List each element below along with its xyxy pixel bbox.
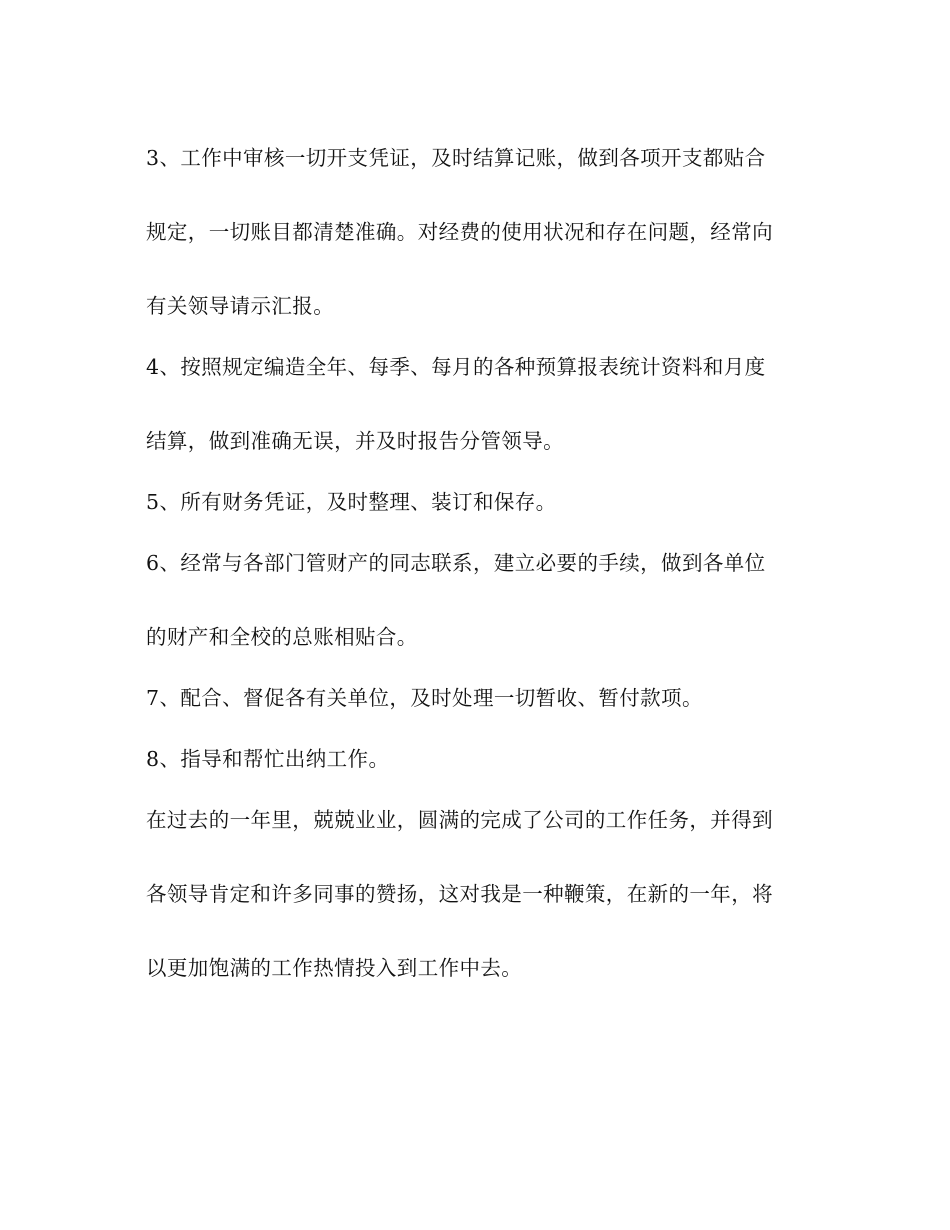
document-body — [146, 138, 806, 988]
item-3-line-2: 规定，一切账目都清楚准确。对经费的使用状况和存在问题，经常向 — [146, 220, 773, 244]
item-6-line-1: 6、经常与各部门管财产的同志联系，建立必要的手续，做到各单位 — [146, 551, 766, 575]
item-3-line-1: 3、工作中审核一切开支凭证，及时结算记账，做到各项开支都贴合 — [146, 146, 766, 170]
item-5-line-1: 5、所有财务凭证，及时整理、装订和保存。 — [146, 490, 557, 514]
item-7-line-1: 7、配合、督促各有关单位，及时处理一切暂收、暂付款项。 — [146, 686, 703, 710]
item-4-line-2: 结算，做到准确无误，并及时报告分管领导。 — [146, 429, 564, 453]
item-3-line-3: 有关领导请示汇报。 — [146, 294, 335, 318]
summary-line-3: 以更加饱满的工作热情投入到工作中去。 — [146, 956, 523, 980]
summary-line-2: 各领导肯定和许多同事的赞扬，这对我是一种鞭策，在新的一年，将 — [146, 882, 773, 906]
item-4-line-1: 4、按照规定编造全年、每季、每月的各种预算报表统计资料和月度 — [146, 355, 766, 379]
item-8-line-1: 8、指导和帮忙出纳工作。 — [146, 747, 390, 771]
item-6-line-2: 的财产和全校的总账相贴合。 — [146, 625, 418, 649]
summary-line-1: 在过去的一年里，兢兢业业，圆满的完成了公司的工作任务，并得到 — [146, 808, 773, 832]
